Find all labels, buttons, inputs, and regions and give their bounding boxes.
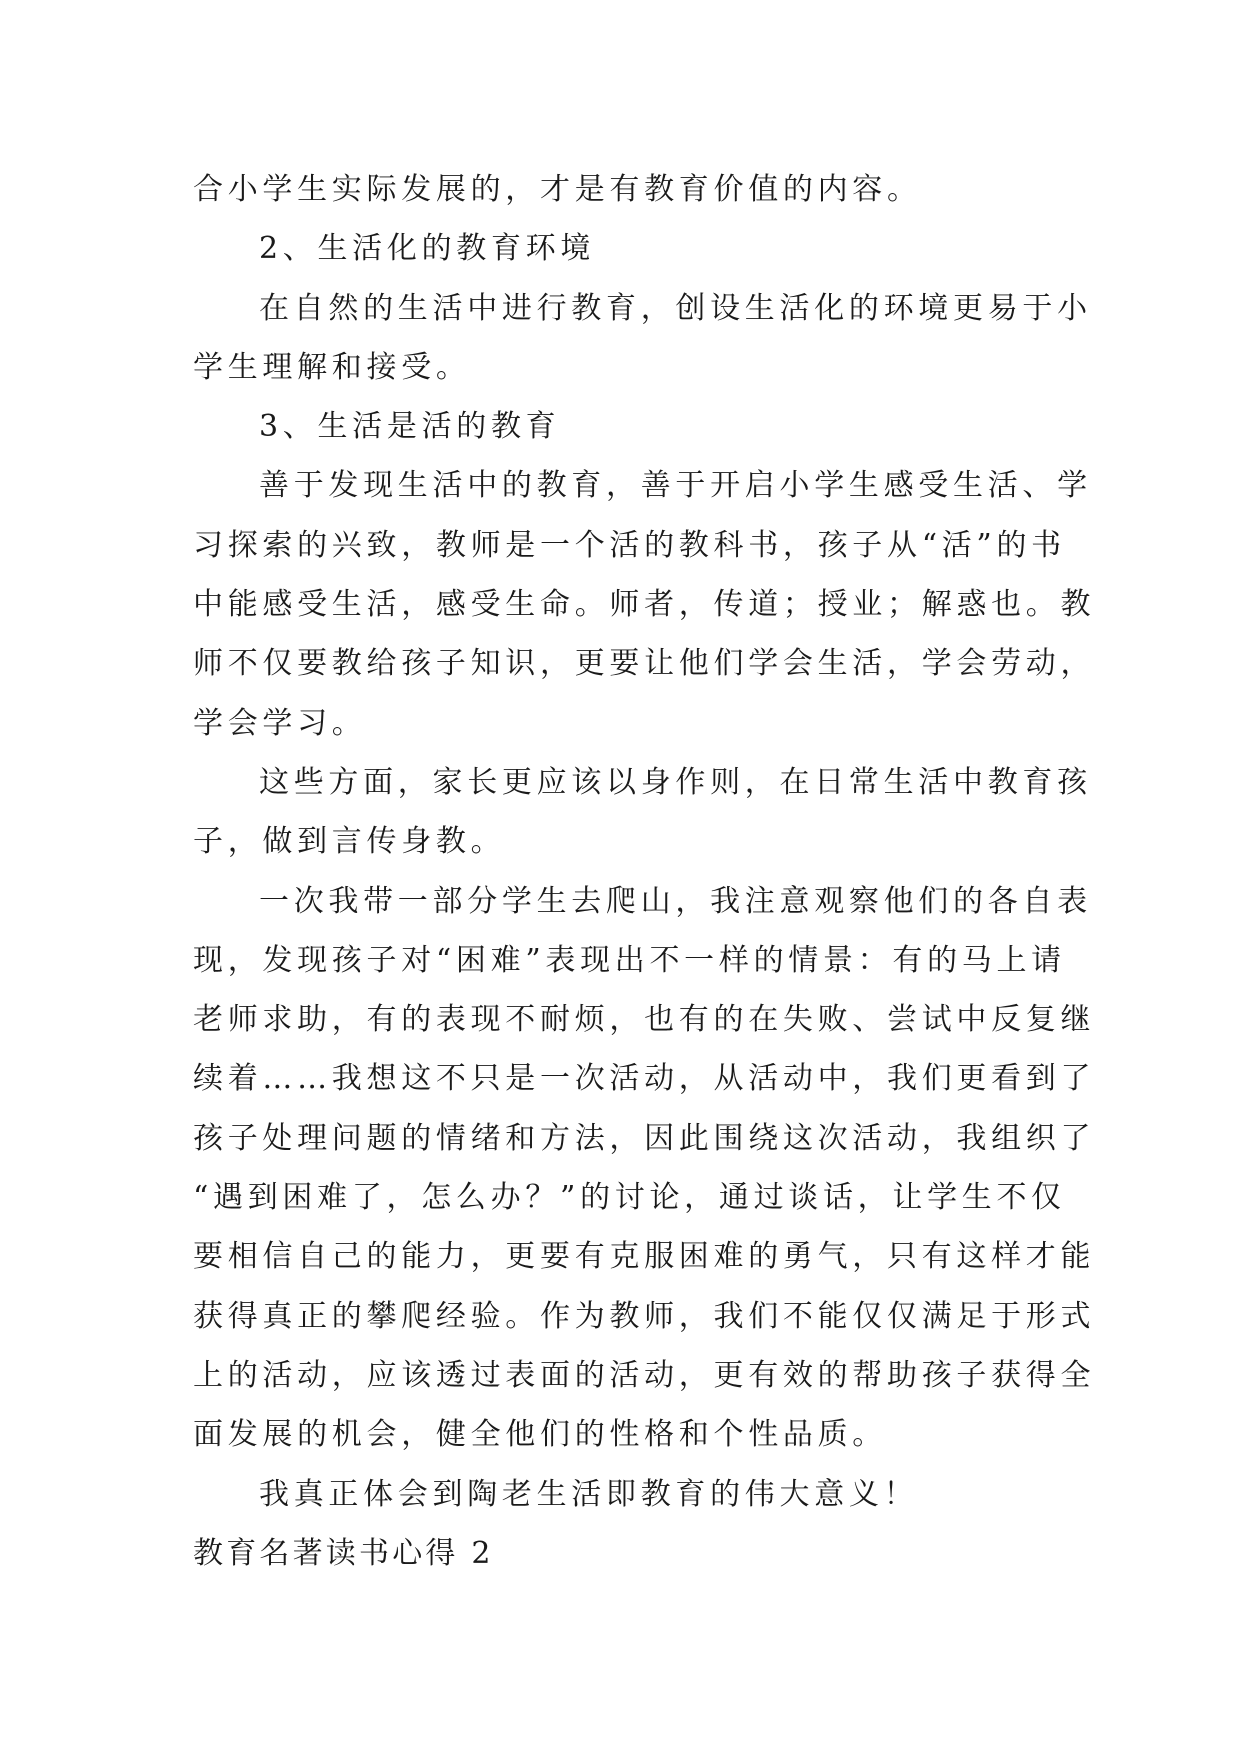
- text-line: 在自然的生活中进行教育，创设生活化的环境更易于小: [259, 290, 1092, 326]
- text-line: 师不仅要教给孩子知识，更要让他们学会生活，学会劳动，: [193, 646, 1096, 682]
- text-line: 这些方面，家长更应该以身作则，在日常生活中教育孩: [259, 764, 1092, 800]
- text-line: 上的活动，应该透过表面的活动，更有效的帮助孩子获得全: [193, 1357, 1096, 1393]
- text-line: 面发展的机会，健全他们的性格和个性品质。: [193, 1417, 887, 1453]
- text-line: 一次我带一部分学生去爬山，我注意观察他们的各自表: [259, 883, 1092, 919]
- subheading: 3、生活是活的教育: [259, 409, 561, 445]
- subheading: 2、生活化的教育环境: [259, 231, 596, 267]
- text-line: 老师求助，有的表现不耐烦，也有的在失败、尝试中反复继: [193, 1002, 1096, 1038]
- text-line: 学生理解和接受。: [193, 349, 471, 385]
- text-line: 获得真正的攀爬经验。作为教师，我们不能仅仅满足于形式: [193, 1298, 1096, 1334]
- section-heading: 教育名著读书心得 2: [193, 1535, 494, 1571]
- text-line: 续着……我想这不只是一次活动，从活动中，我们更看到了: [193, 1061, 1096, 1097]
- text-line: 我真正体会到陶老生活即教育的伟大意义！: [259, 1476, 919, 1512]
- text-line: 合小学生实际发展的，才是有教育价值的内容。: [193, 172, 922, 207]
- body-text: [193, 160, 1096, 1583]
- text-line: 习探索的兴致，教师是一个活的教科书，孩子从“活”的书: [193, 527, 1066, 563]
- text-line: 现，发现孩子对“困难”表现出不一样的情景：有的马上请: [193, 942, 1066, 978]
- text-line: 善于发现生活中的教育，善于开启小学生感受生活、学: [259, 468, 1092, 504]
- text-line: 学会学习。: [193, 705, 367, 741]
- text-line: 孩子处理问题的情绪和方法，因此围绕这次活动，我组织了: [193, 1120, 1096, 1156]
- text-line: 子，做到言传身教。: [193, 824, 506, 860]
- text-line: 中能感受生活，感受生命。师者，传道；授业；解惑也。教: [193, 587, 1096, 623]
- text-line: 要相信自己的能力，更要有克服困难的勇气，只有这样才能: [193, 1239, 1096, 1275]
- text-line: “遇到困难了，怎么办？”的讨论，通过谈话，让学生不仅: [193, 1180, 1066, 1216]
